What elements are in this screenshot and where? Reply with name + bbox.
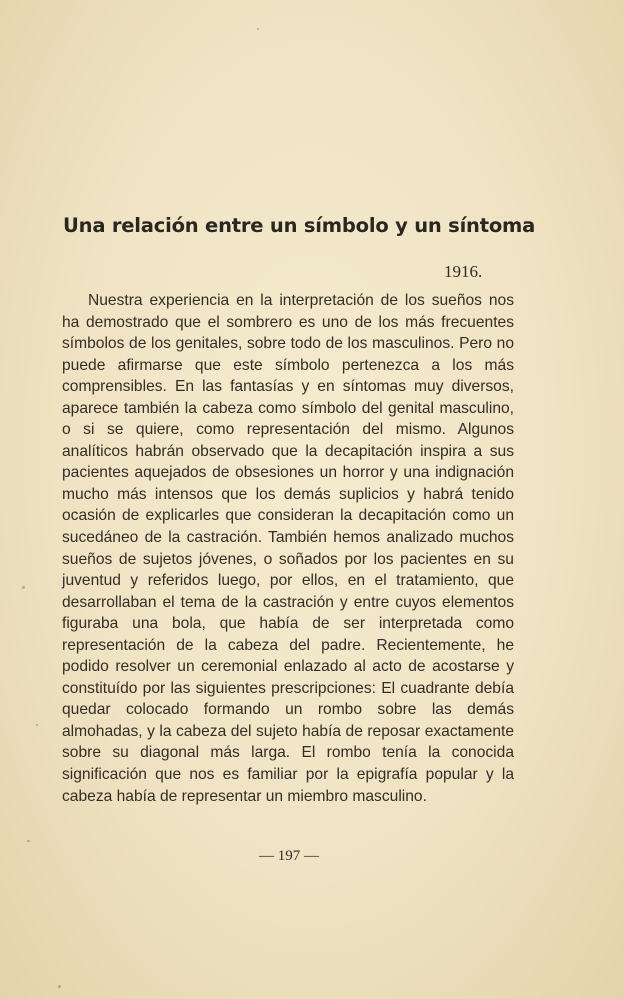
paper-speck	[27, 840, 30, 842]
show-through-decoration	[56, 62, 526, 192]
body-paragraph: Nuestra experiencia en la interpretación de los sueños nos ha demostrado que el sombrero es uno de los más frecuentes símbolos de los genitales, sobre todo de los masculinos. Pero no puede afirmarse que este símbolo pertenezca a los más comprensibles. En las fantasías y en síntomas muy diversos, aparece también la cabeza como símbolo del genital masculino, o si se quiere, como representación del mismo. Algunos analíticos habrán observado que la decapitación inspira a sus pacientes aquejados de obsesiones un horror y una indignación mucho más intensos que los demás suplicios y habrá tenido ocasión de explicarles que consideran la decapitación como un sucedáneo de la castración. También hemos analizado muchos sueños de sujetos jóvenes, o soñados por los pacientes en su juventud y referidos luego, por ellos, en el tratamiento, que desarrollaban el tema de la castración y entre cuyos elementos figuraba una bola, que había de ser interpretada como representación de la cabeza del padre. Recientemente, he podido resolver un ceremonial enlazado al acto de acostarse y constituído por las siguientes prescripciones: El cuadrante debía quedar colocado formando un rombo sobre las demás almohadas, y la cabeza del sujeto había de reposar exactamente sobre su diagonal más larga. El rombo tenía la conocida significación que nos es familiar por la epigrafía popular y la cabeza había de representar un miembro masculino.	[62, 292, 514, 805]
paper-speck	[22, 586, 25, 589]
page-number: — 197 —	[259, 848, 319, 864]
paper-speck	[36, 724, 38, 726]
paper-speck	[257, 28, 259, 30]
page-title: Una relación entre un símbolo y un síntoma	[63, 214, 536, 237]
paper-speck	[58, 985, 61, 988]
year-label: 1916.	[444, 262, 483, 281]
